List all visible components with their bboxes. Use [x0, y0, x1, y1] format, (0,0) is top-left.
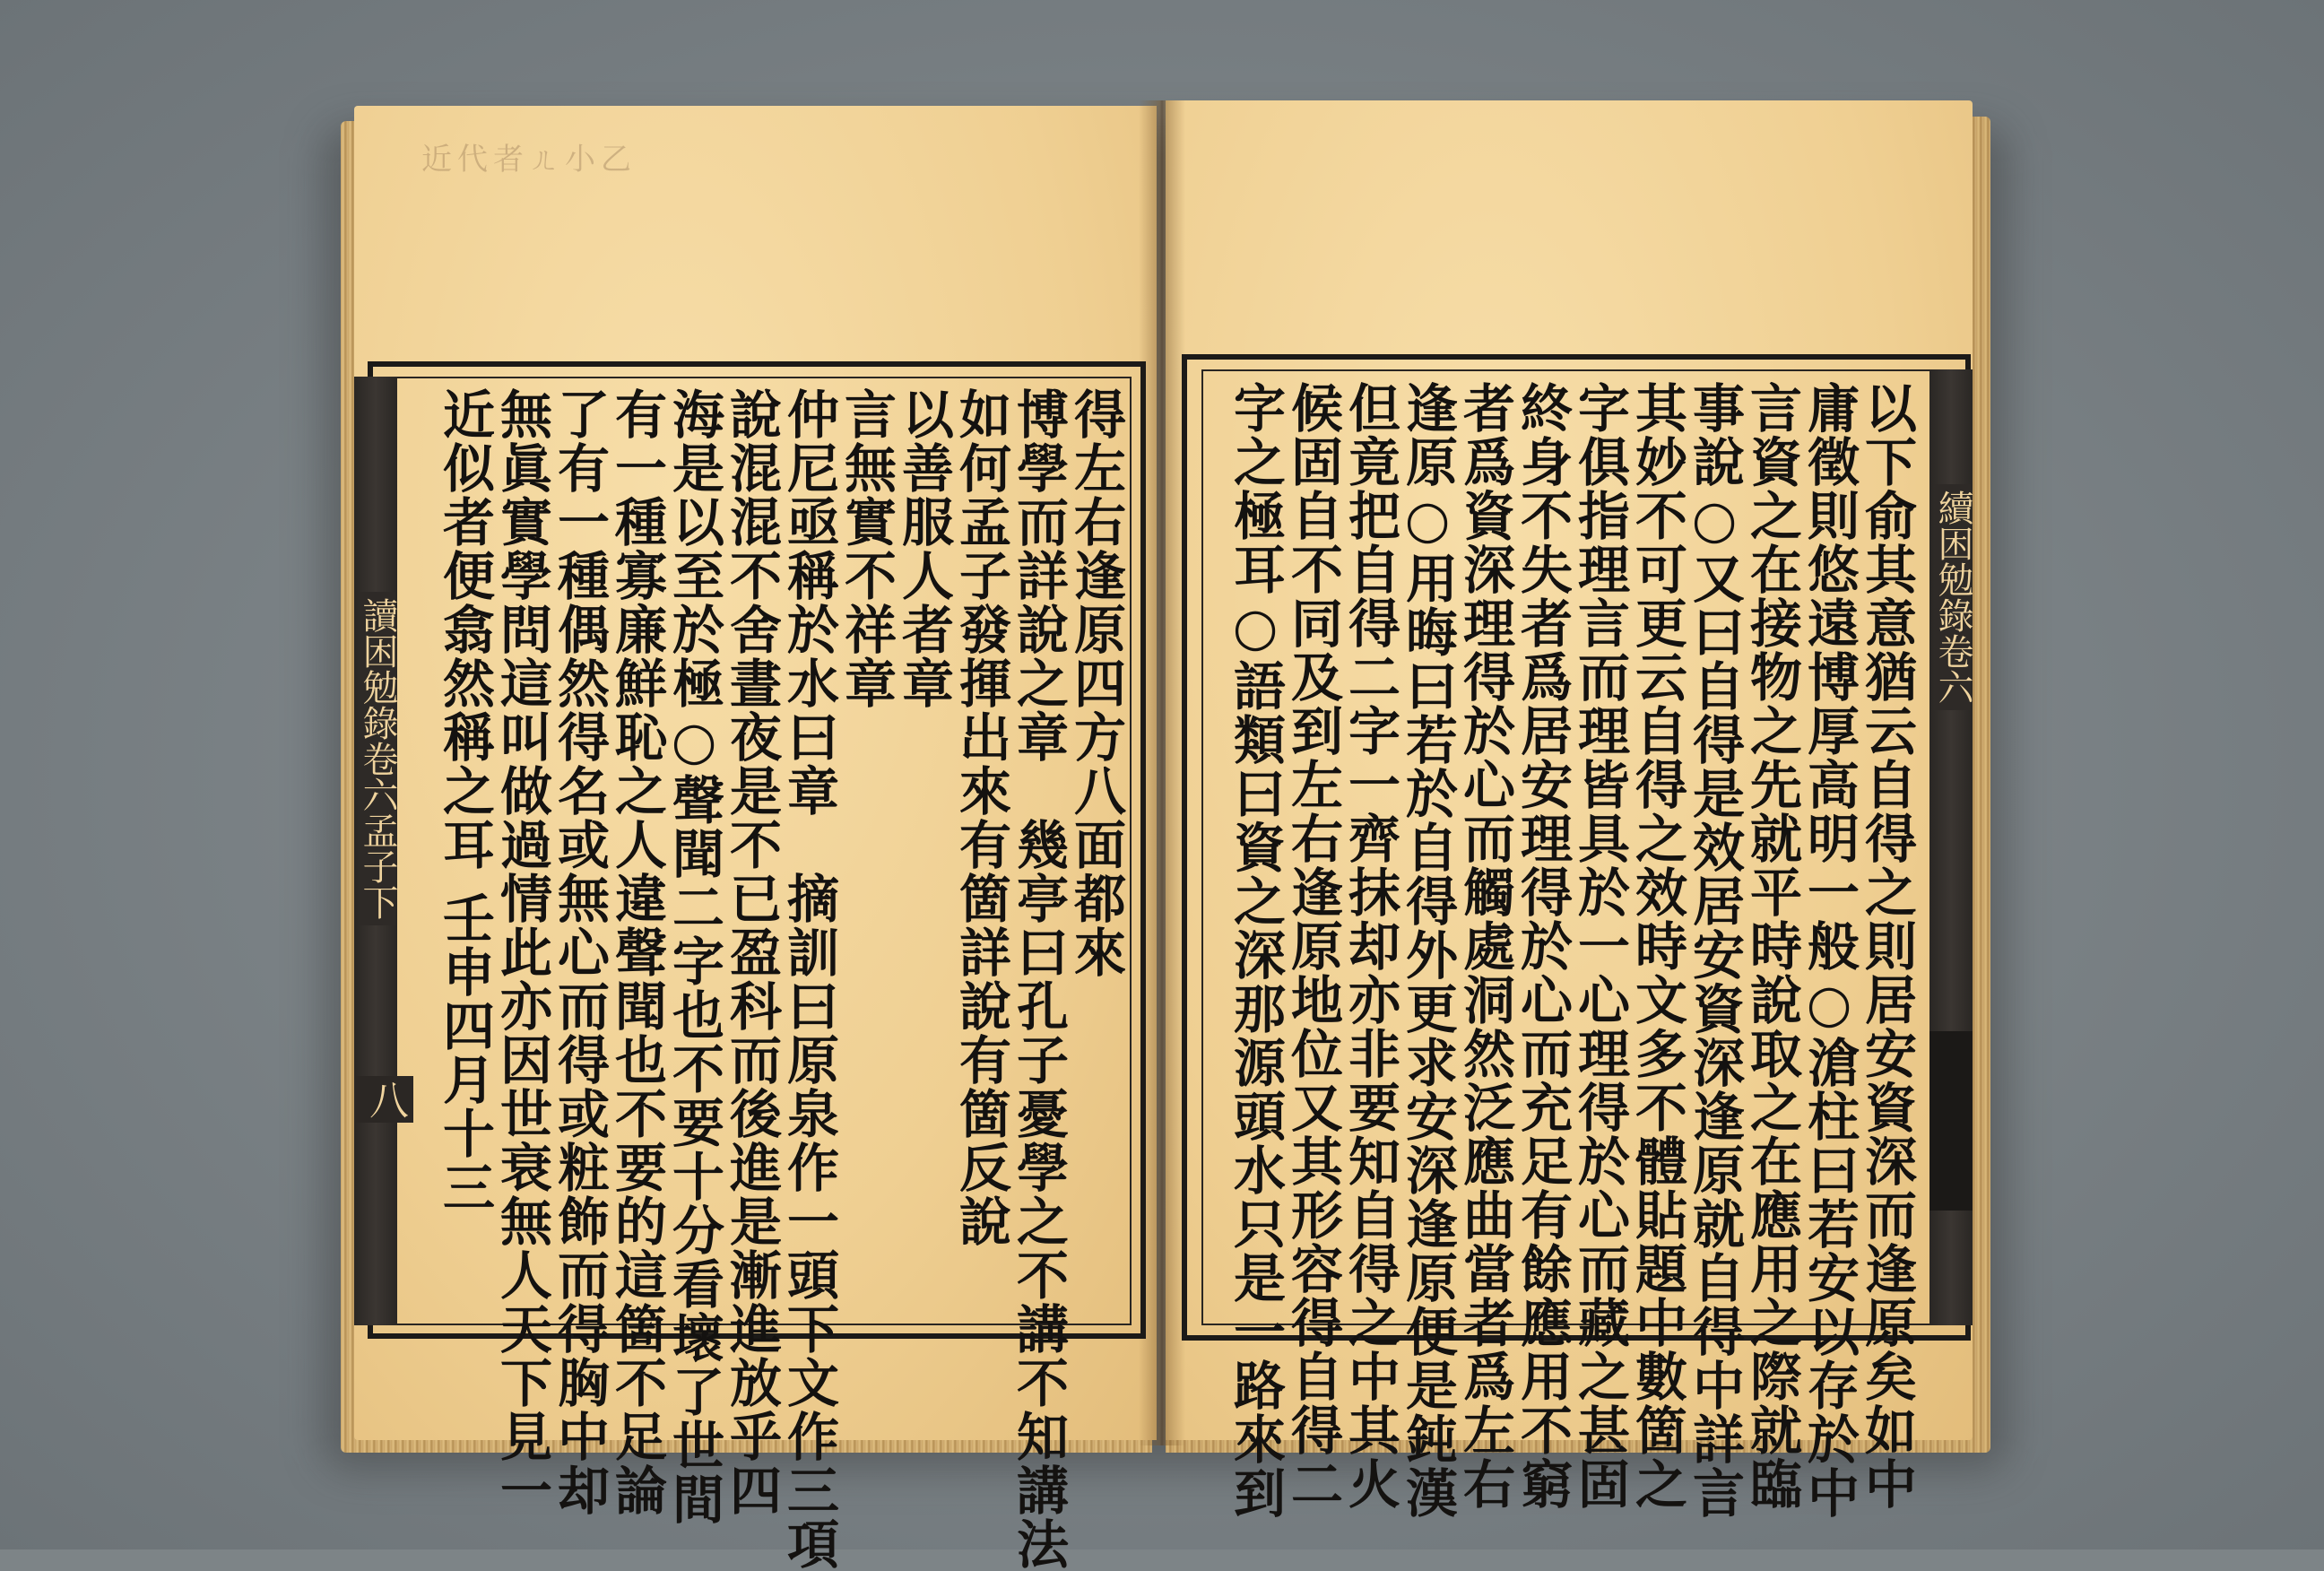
left-column-11: 無眞實學問這叫做過情此亦因世衰無人天下見一	[491, 387, 552, 1517]
right-column-11: 候固自不同及到左右逢原地位又其形容得自得二	[1282, 381, 1343, 1511]
right-column-12: 字之極耳○語類曰資之深那源頭水只是一路來到	[1225, 381, 1286, 1520]
left-margin-title: 讀困勉錄卷六孟子下	[360, 592, 395, 925]
left-column-8: 海是以至於極○聲聞二字也不要十分看壞了世間	[663, 387, 724, 1526]
right-column-5: 其妙不可更云自得之效時文多不體貼題中數箇之	[1626, 381, 1687, 1511]
left-column-9: 有一種寡廉鮮恥之人違聲聞也不要的這箇不足論	[606, 387, 667, 1517]
right-column-7: 終身不失者爲居安理得於心而充足有餘應用不窮	[1512, 381, 1573, 1511]
right-column-6: 字俱指理言而理皆具於一心理得於心而藏之甚固	[1569, 381, 1630, 1511]
left-column-10: 了有一種偶然得名或無心而得或粧飾而得胸中却	[549, 387, 610, 1517]
left-column-6: 仲尼亟稱於水曰章 摘訓曰原泉作一頭下文作三項	[778, 387, 839, 1571]
right-column-3: 言資之在接物之先就平時說取之在應用之際就臨	[1741, 381, 1802, 1511]
right-column-9: 逢原○用晦曰若於自得外更求安深逢原便是鈍漢	[1397, 381, 1458, 1520]
left-column-1: 得左右逢原四方八面都來	[1065, 387, 1126, 979]
left-column-2: 博學而詳說之章 幾亭曰孔子憂學之不講不知講法	[1008, 387, 1069, 1571]
left-column-7: 說混混不舍晝夜是不已盈科而後進是漸進放乎四	[721, 387, 782, 1517]
left-column-3: 如何孟子發揮出來有箇詳說有箇反說	[950, 387, 1011, 1248]
right-column-4: 事說○又曰自得是效居安資深逢原就自得中詳言	[1684, 381, 1745, 1520]
left-column-12: 近似者便翕然稱之耳 壬申四月十三	[434, 387, 495, 1215]
right-column-10: 但竟把自得二字一齊抹却亦非要知自得之中其火	[1340, 381, 1400, 1511]
left-column-4: 以善服人者章	[893, 387, 954, 710]
right-column-1: 以下俞其意猶云自得之則居安資深而逢原矣如中	[1856, 381, 1917, 1511]
right-fishtail-mark	[1929, 1031, 1973, 1211]
pencil-scribble: 近代者ㄦ小乙	[421, 142, 637, 178]
left-column-5: 言無實不祥章	[836, 387, 897, 710]
left-page-number: 八	[356, 1076, 413, 1123]
right-column-2: 庸徵則悠遠博厚高明一般○滄柱曰若安以存於中	[1799, 381, 1860, 1520]
right-margin-title: 續困勉錄卷六	[1935, 484, 1971, 710]
right-column-8: 者爲資深理得於心而觸處洞然泛應曲當者爲左右	[1454, 381, 1515, 1511]
